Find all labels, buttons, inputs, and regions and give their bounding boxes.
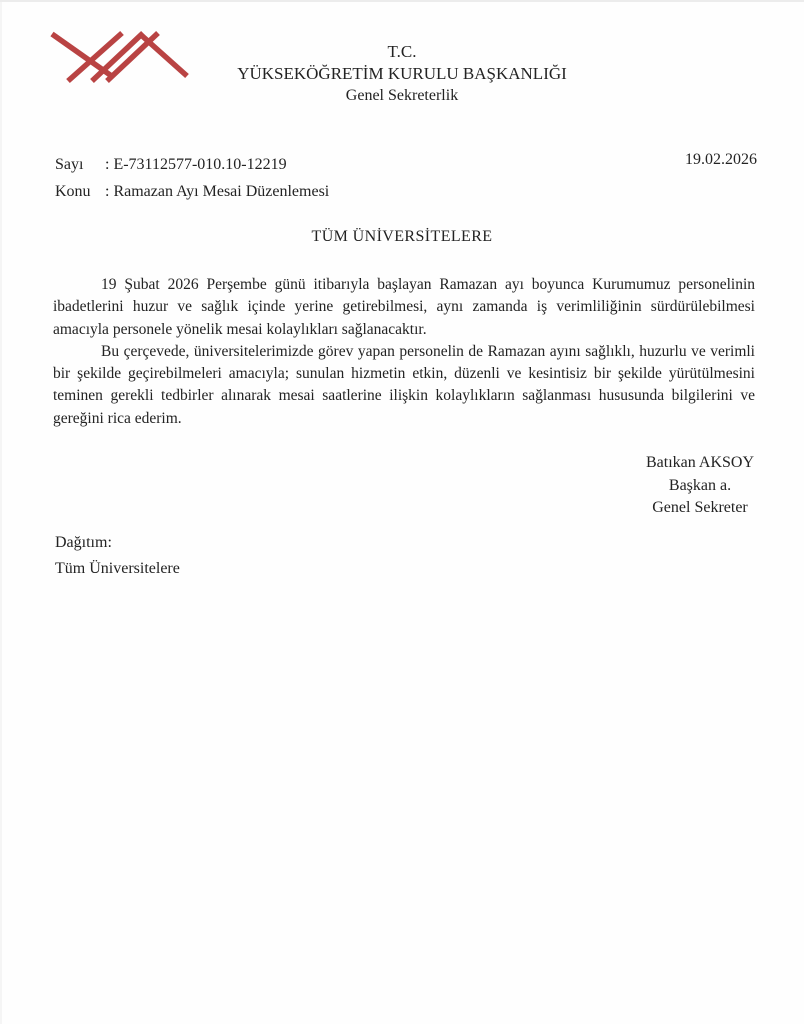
signer-on-behalf: Başkan a. — [668, 476, 732, 494]
distribution-block — [55, 530, 180, 581]
recipient-line: TÜM ÜNİVERSİTELERE — [311, 228, 493, 245]
letterhead — [0, 41, 804, 107]
signer-name: Batıkan AKSOY — [646, 454, 754, 471]
document-number-row — [55, 151, 329, 178]
signer-title: Genel Sekreter — [652, 499, 748, 516]
document-date: 19.02.2026 — [685, 151, 757, 168]
letterhead-unit: Genel Sekreterlik — [345, 87, 459, 104]
document-subject-row — [55, 178, 329, 205]
letterhead-organization: YÜKSEKÖĞRETİM KURULU BAŞKANLIĞI — [237, 64, 567, 83]
letterhead-republic: T.C. — [387, 42, 417, 61]
body-paragraph-1: 19 Şubat 2026 Perşembe günü itibarıyla başlayan Ramazan ayı boyunca Kurumumuz personelinin ibadetlerini huzur ve sağlık içinde yerine getirebilmesi, aynı zamanda iş verimliliğinin sürdürülebilmesi amacıyla personele yönelik mesai kolaylıkları sağlanacaktır. — [53, 276, 755, 338]
body-paragraph-2: Bu çerçevede, üniversitelerimizde görev yapan personelin de Ramazan ayını sağlıklı, huzurlu ve verimli bir şekilde geçirebilmeleri amacıyla; sunulan hizmetin etkin, düzenli ve kesintisiz bir şekilde yürütülmesini teminen gerekli tedbirler alınarak mesai saatlerine ilişkin kolaylıkların sağlanması hususunda bilgilerini ve gereğini rica ederim. — [53, 342, 755, 427]
document-subject-label: Konu — [55, 183, 91, 200]
letter-body — [53, 274, 755, 430]
document-meta — [55, 151, 329, 205]
document-number-value: : E-73112577-010.10-12219 — [105, 156, 287, 173]
signature-block — [600, 452, 800, 520]
document-number-label: Sayı — [55, 156, 84, 173]
distribution-label: Dağıtım: — [55, 534, 112, 551]
document-subject-value: : Ramazan Ayı Mesai Düzenlemesi — [105, 183, 330, 200]
distribution-item: Tüm Üniversitelere — [55, 559, 180, 577]
